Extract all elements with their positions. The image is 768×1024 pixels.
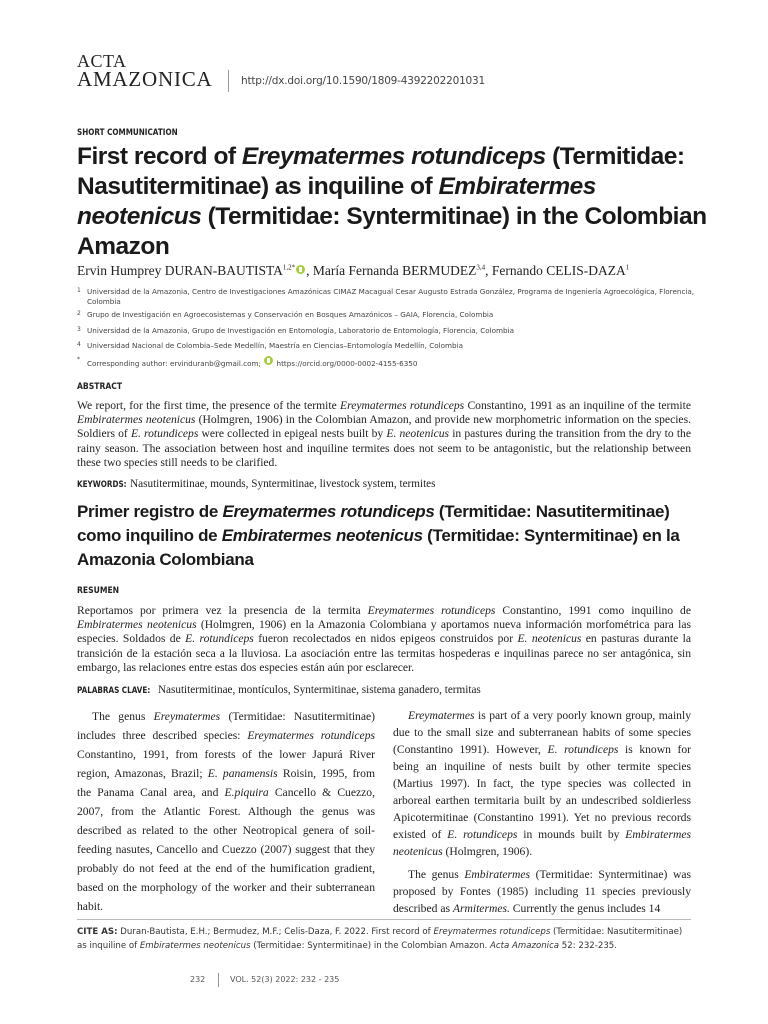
affiliation-4: 4 Universidad Nacional de Colombia–Sede Medellín, Maestría en Ciencias–Entomología Medellín, Colombia [77, 341, 464, 350]
abstract-text: We report, for the first time, the presence of the termite Ereymatermes rotundiceps Constantino, 1991 as an inquiline of the termite Embiratermes neotenicus (Holmgren, 1906) in the Colombian Amazon, and provide new morphometric information on the species. Soldiers of E. rotundiceps were collected in epigeal nests built by E. neotenicus in pastures during the transition from the dry to the rainy season. The association between host and inquiline termites does not seem to be antagonistic, but the relationship between these two species still needs to be clarified. [77, 399, 691, 469]
journal-name-bottom: AMAZONICA [77, 67, 213, 91]
author-list: Ervin Humprey DURAN-$BAUTISTA^{1,2*}$ , María Fernanda BERMUDEZ$^{3,4}$, Fernando CELIS-DAZA$^1$ [77, 263, 630, 278]
affiliation-3: 3 Universidad de la Amazonia, Grupo de Investigación en Entomología, Laboratorio de Entomología, Florencia, Colombia [77, 326, 515, 335]
body-column-left [77, 707, 375, 916]
cite-divider [77, 919, 691, 920]
article-title-spanish: Primer registro de Ereymatermes rotundiceps (Termitidae: Nasutitermitinae) como inquilino de Embiratermes neotenicus (Termitidae: Syntermitinae) en la Amazonia Colombiana [77, 502, 680, 569]
orcid-icon[interactable] [264, 356, 273, 365]
footer-divider [218, 973, 219, 987]
orcid-icon[interactable] [296, 265, 305, 274]
author-1: Ervin Humprey DURAN-BAUTISTA [77, 263, 283, 278]
affiliation-1: 1 Universidad de la Amazonia, Centro de Investigaciones Amazónicas CIMAZ Macagual Cesar Augusto Estrada González, Programa de Ingeniería Agroecológica, Florencia, Colombia [77, 287, 695, 306]
volume-info: VOL. 52(3) 2022: 232 - 235 [230, 975, 340, 984]
header-divider [228, 70, 229, 92]
corresponding-author: * Corresponding author: ervinduranb@gmail.com; https://orcid.org/0000-0002-4155-6350 [77, 356, 418, 368]
palabras-clave: PALABRAS CLAVE: Nasutitermitinae, montículos, Syntermitinae, sistema ganadero, termitas [77, 684, 481, 696]
citation: CITE AS: Duran-Bautista, E.H.; Bermudez, M.F.; Celis-Daza, F. 2022. First record of Ereymatermes rotundiceps (Termitidae: Nasutitermitinae) as inquiline of Embiratermes neotenicus (Termitidae: Syntermitinae) in the Colombian Amazon. Acta Amazonica 52: 232-235. [77, 927, 683, 951]
abstract-heading: ABSTRACT [77, 382, 123, 392]
article-title: First record of Ereymatermes rotundiceps (Termitidae: Nasutitermitinae) as inquiline of Embiratermes neotenicus (Termitidae: Syntermitinae) in the Colombian Amazon [77, 143, 707, 260]
body-paragraph: Ereymatermes is part of a very poorly known group, mainly due to the small size and subterranean habits of some species (Constantino 1991). However, E. rotundiceps is known for being an inquiline of nests built by other termite species (Martius 1997). In fact, the type species was collected in arboreal earthen termitaria built by an undescribed soldierless Apicotermitinae (Constantino 1991). Yet no previous records existed of E. rotundiceps in mounds built by Embiratermes neotenicus (Holmgren, 1906). [393, 709, 691, 858]
author-2: , María Fernanda BERMUDEZ [306, 263, 477, 278]
body-column-right [393, 707, 691, 917]
section-label: SHORT COMMUNICATION [77, 128, 178, 138]
orcid-link[interactable]: https://orcid.org/0000-0002-4155-6350 [276, 359, 418, 368]
affiliation-2: 2 Grupo de Investigación en Agroecosistemas y Conservación en Bosques Amazónicos – GAIA, Florencia, Colombia [77, 310, 494, 319]
body-paragraph: The genus Ereymatermes (Termitidae: Nasutitermitinae) includes three described species: Ereymatermes rotundiceps Constantino, 1991, from forests of the lower Japurá River region, Amazonas, Brazil; E. panamensis Roisin, 1995, from the Panama Canal area, and E.piquira Cancello & Cuezzo, 2007, from the Atlantic Forest. Although the genus was described as related to the other Neotropical genera of soil-feeding nasutes, Cancello and Cuezzo (2007) suggest that they probably do not feed at the end of the humification gradient, based on the morphology of the worker and their subterranean habit. [77, 710, 376, 913]
body-paragraph: The genus Embiratermes (Termitidae: Syntermitinae) was proposed by Fontes (1985) including 11 species previously described as Armitermes. Currently the genus includes 14 [393, 868, 691, 915]
resumen-text: Reportamos por primera vez la presencia de la termita Ereymatermes rotundiceps Constantino, 1991 como inquilino de Embiratermes neotenicus (Holmgren, 1906) en la Amazonia Colombiana y aportamos nueva información morfométrica para las especies. Soldados de E. rotundiceps fueron recolectados en nidos epigeos construidos por E. neotenicus en pasturas durante la transición de la estación seca a la lluviosa. La asociación entre las termitas hospederas e inquilinas parece no ser antagónica, sin embargo, las relaciones entre estas dos especies están aún por esclarecer. [77, 604, 692, 674]
keywords: KEYWORDS: Nasutitermitinae, mounds, Syntermitinae, livestock system, termites [77, 478, 436, 490]
journal-name-top: ACTA [77, 51, 127, 71]
page-number: 232 [190, 975, 206, 984]
author-3: , Fernando CELIS-DAZA [485, 263, 626, 278]
resumen-heading: RESUMEN [77, 586, 120, 596]
page-footer [0, 975, 768, 987]
doi-link[interactable]: http://dx.doi.org/10.1590/1809-4392202201031 [241, 75, 485, 87]
